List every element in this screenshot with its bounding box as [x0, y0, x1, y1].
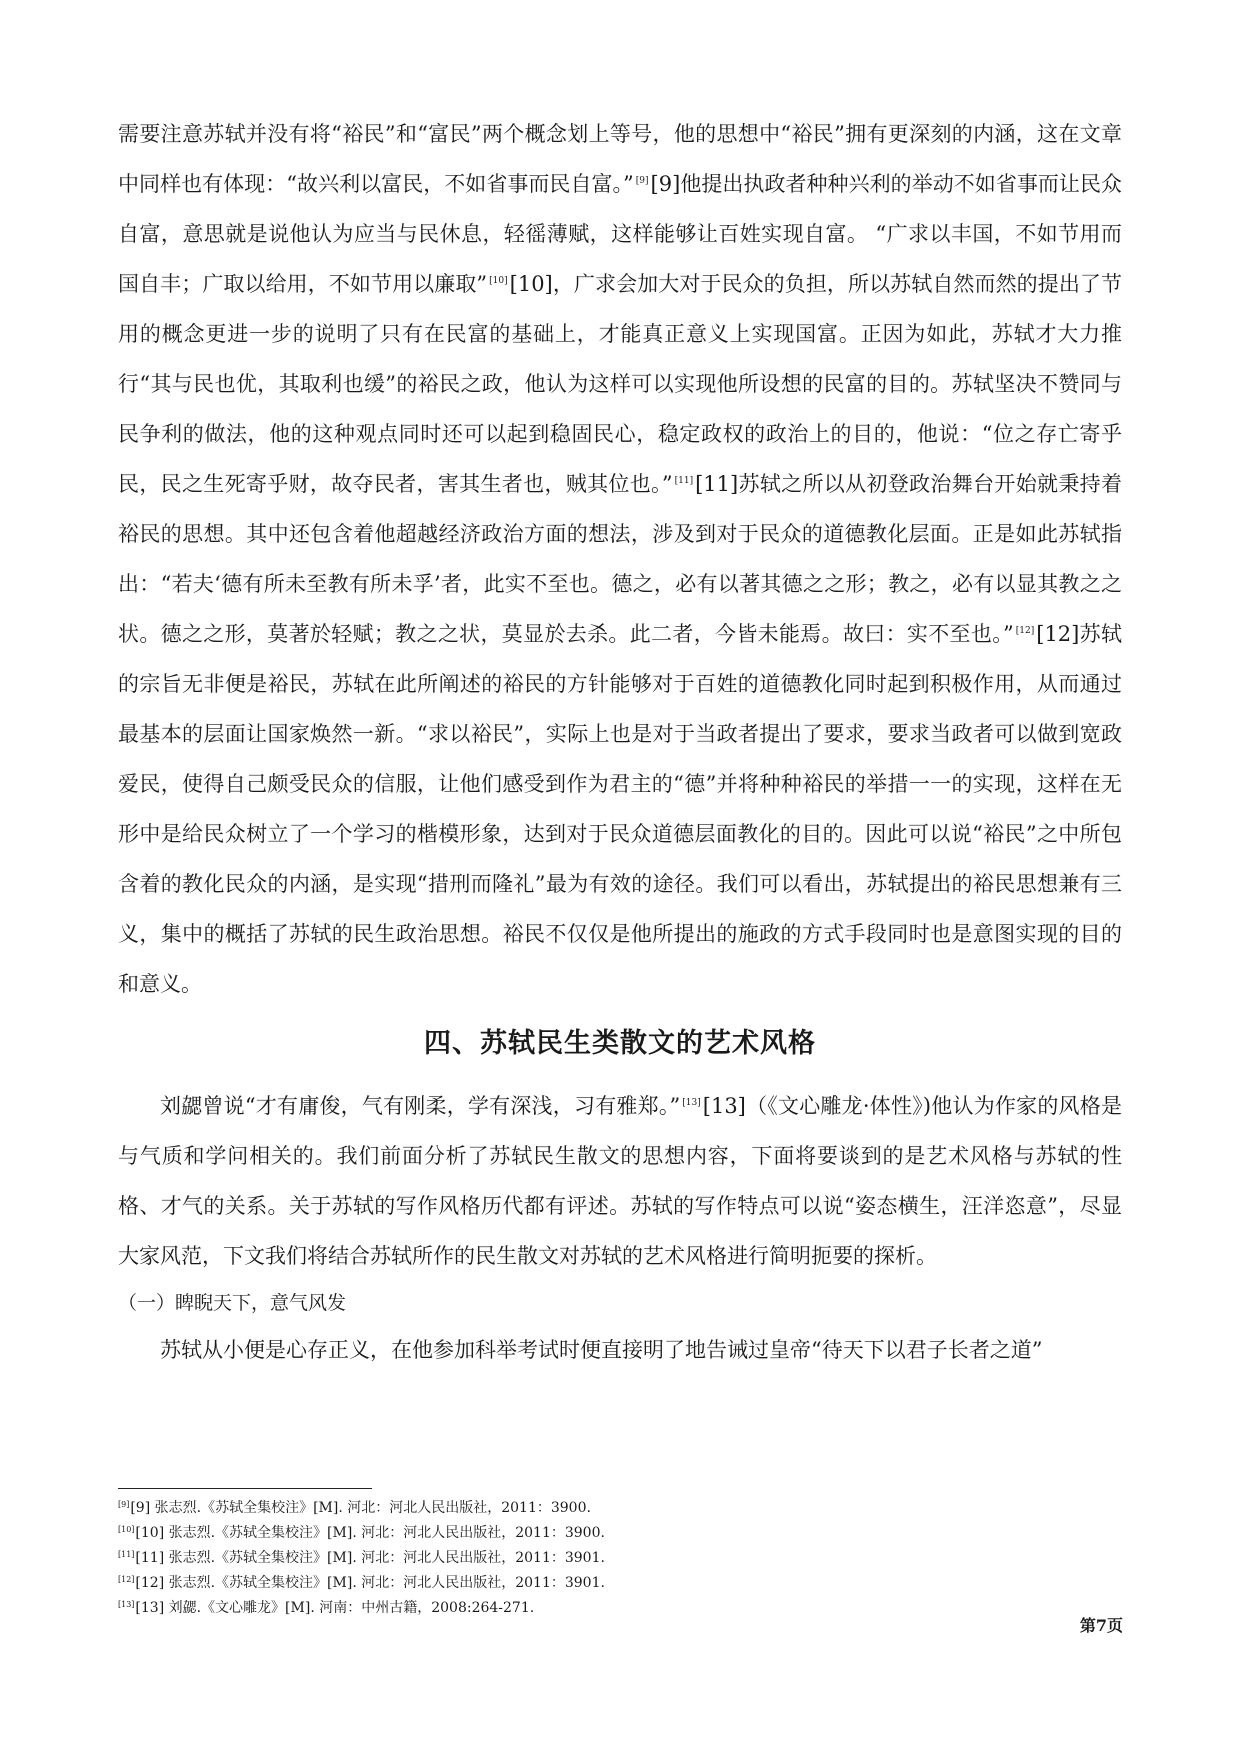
footnote-text: [12] 张志烈.《苏轼全集校注》[M]. 河北：河北人民出版社，2011：3901.	[135, 1575, 605, 1591]
footnote-reference[interactable]: [11]	[674, 476, 694, 486]
text-run: [11]苏轼之所以从初登政治舞台开始就秉持着裕民的思想。其中还包含着他超越经济政治方面的想法，涉及到对于民众的道德教化层面。正是如此苏轼指出：“若夫‘德有所未至教有所未孚’者，此实不至也。德之，必有以著其德之之形；教之，必有以显其教之之状。德之之形，莫著於轻赋；教之之状，莫显於去杀。此二者，今皆未能焉。故曰：实不至也。”	[118, 472, 1122, 646]
paragraph	[118, 109, 1122, 1009]
text-run: 需要注意苏轼并没有将“裕民”和“富民”两个概念划上等号，他的思想中“裕民”拥有更深刻的内涵，这在文章中同样也有体现：“故兴利以富民，不如省事而民自富。”	[118, 122, 1122, 196]
paragraph-group-top	[118, 109, 1122, 1009]
footnote-entry	[118, 1594, 1118, 1619]
footnote-text: [9] 张志烈.《苏轼全集校注》[M]. 河北：河北人民出版社，2011：3900.	[130, 1500, 591, 1516]
footnote-text: [11] 张志烈.《苏轼全集校注》[M]. 河北：河北人民出版社，2011：3901.	[135, 1550, 605, 1566]
paragraph	[118, 1081, 1122, 1281]
footnote-text: [13] 刘勰.《文心雕龙》[M]. 河南：中州古籍，2008:264-271.	[135, 1600, 535, 1616]
text-run: [13]（《文心雕龙·体性》)他认为作家的风格是与气质和学问相关的。我们前面分析了苏轼民生散文的思想内容，下面将要谈到的是艺术风格与苏轼的性格、才气的关系。关于苏轼的写作风格历代都有评述。苏轼的写作特点可以说“姿态横生，汪洋恣意”，尽显大家风范，下文我们将结合苏轼所作的民生散文对苏轼的艺术风格进行简明扼要的探析。	[118, 1094, 1122, 1268]
footnote-marker: [9]	[118, 1500, 130, 1509]
footnote-reference[interactable]: [12]	[1015, 626, 1035, 636]
footnote-entry	[118, 1569, 1118, 1594]
footnote-reference[interactable]: [13]	[682, 1098, 701, 1108]
footnote-entry	[118, 1544, 1118, 1569]
paragraph-group-subsection	[118, 1325, 1122, 1375]
footnote-entry	[118, 1519, 1118, 1544]
footnote-divider	[118, 1488, 372, 1489]
text-run: [9]他提出执政者种种兴利的举动不如省事而让民众自富，意思就是说他认为应当与民休息，轻徭薄赋，这样能够让百姓实现自富。 “广求以丰国，不如节用而国自丰；广取以给用，不如节用以廉取”	[118, 172, 1122, 296]
footnotes	[118, 1494, 1118, 1619]
paragraph-group-section	[118, 1081, 1122, 1281]
footnote-text: [10] 张志烈.《苏轼全集校注》[M]. 河北：河北人民出版社，2011：3900.	[135, 1525, 605, 1541]
section-heading: 四、苏轼民生类散文的艺术风格	[424, 1028, 816, 1059]
text-run: [12]苏轼的宗旨无非便是裕民，苏轼在此所阐述的裕民的方针能够对于百姓的道德教化同时起到积极作用，从而通过最基本的层面让国家焕然一新。“求以裕民”，实际上也是对于当政者提出了要求，要求当政者可以做到宽政爱民，使得自己颇受民众的信服，让他们感受到作为君主的“德”并将种种裕民的举措一一的实现，这样在无形中是给民众树立了一个学习的楷模形象，达到对于民众道德层面教化的目的。因此可以说“裕民”之中所包含着的教化民众的内涵，是实现“措刑而隆礼”最为有效的途径。我们可以看出，苏轼提出的裕民思想兼有三义，集中的概括了苏轼的民生政治思想。裕民不仅仅是他所提出的施政的方式手段同时也是意图实现的目的和意义。	[118, 622, 1123, 996]
footnote-reference[interactable]: [9]	[635, 176, 649, 186]
paragraph	[118, 1325, 1122, 1375]
footnote-reference[interactable]: [10]	[489, 276, 508, 286]
text-run: 苏轼从小便是心存正义，在他参加科举考试时便直接明了地告诫过皇帝“待天下以君子长者之道”	[160, 1338, 1043, 1362]
body-text	[118, 109, 1122, 1375]
footnote-marker: [12]	[118, 1575, 135, 1584]
footnote-marker: [11]	[118, 1550, 135, 1559]
footnote-marker: [10]	[118, 1525, 135, 1534]
text-run: 刘勰曾说“才有庸俊，气有刚柔，学有深浅，习有雅郑。”	[160, 1094, 681, 1118]
subsection-heading: （一）睥睨天下，意气风发	[118, 1292, 347, 1314]
page-number: 第7页	[1079, 1616, 1123, 1635]
text-run: [10]，广求会加大对于民众的负担，所以苏轼自然而然的提出了节用的概念更进一步的说明了只有在民富的基础上，才能真正意义上实现国富。正因为如此，苏轼才大力推行“其与民也优，其取利也缓”的裕民之政，他认为这样可以实现他所设想的民富的目的。苏轼坚决不赞同与民争利的做法，他的这种观点同时还可以起到稳固民心，稳定政权的政治上的目的，他说：“位之存亡寄乎民，民之生死寄乎财，故夺民者，害其生者也，贼其位也。”	[118, 272, 1122, 496]
footnote-entry	[118, 1494, 1118, 1519]
footnote-marker: [13]	[118, 1600, 135, 1609]
